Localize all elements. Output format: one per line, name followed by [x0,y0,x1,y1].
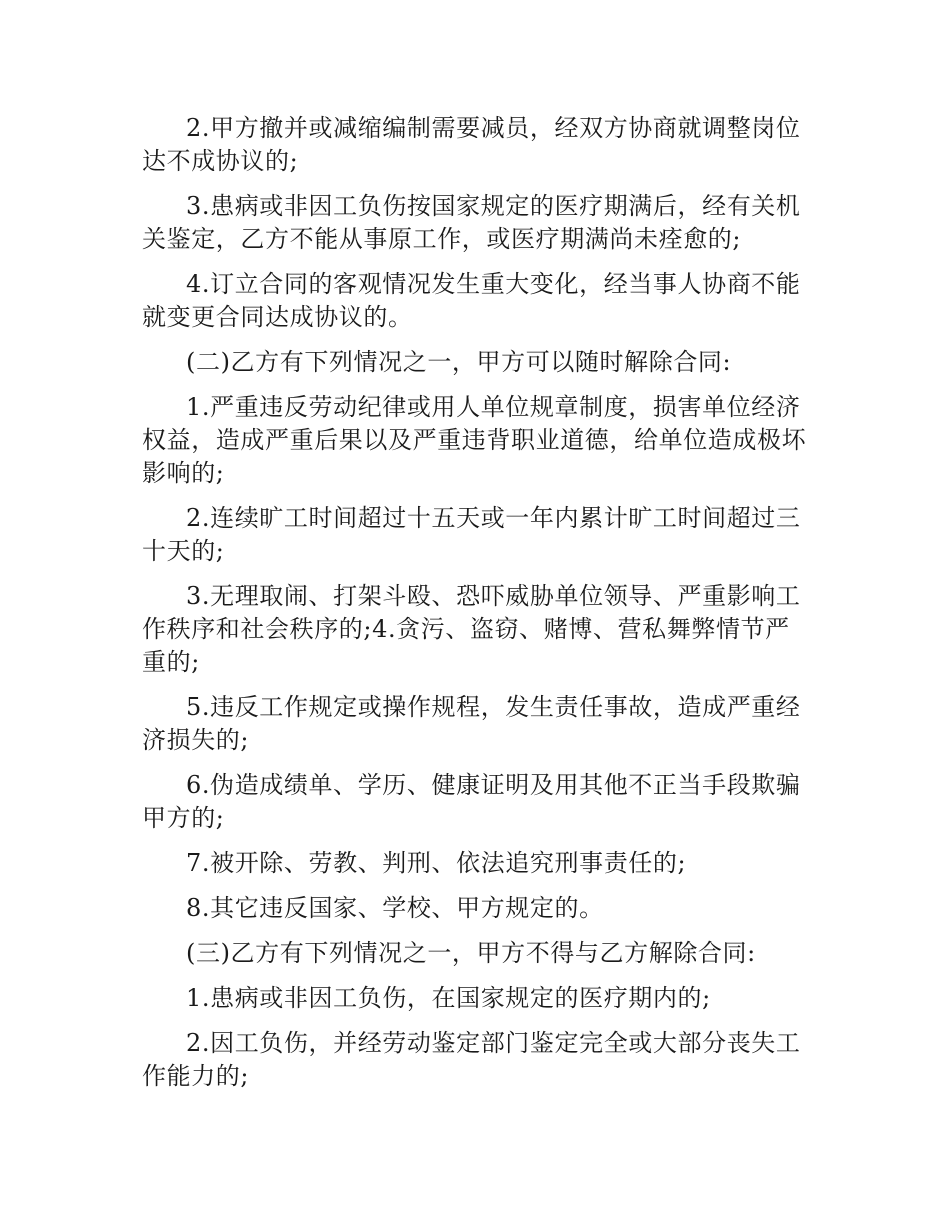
paragraph: 6.伪造成绩单、学历、健康证明及用其他不正当手段欺骗甲方的; [142,771,801,832]
paragraph: 8.其它违反国家、学校、甲方规定的。 [186,894,604,922]
document-body [142,112,808,1105]
paragraph: 3.无理取闹、打架斗殴、恐吓威胁单位领导、严重影响工作秩序和社会秩序的;4.贪污、盗窃、赌博、营私舞弊情节严重的; [142,582,801,676]
section-heading: (二)乙方有下列情况之一，甲方可以随时解除合同: [186,348,732,376]
paragraph: 5.违反工作规定或操作规程，发生责任事故，造成严重经济损失的; [142,693,801,754]
paragraph: 4.订立合同的客观情况发生重大变化，经当事人协商不能就变更合同达成协议的。 [142,270,801,331]
paragraph: 3.患病或非因工负伤按国家规定的医疗期满后，经有关机关鉴定，乙方不能从事原工作，或医疗期满尚未痊愈的; [142,192,801,253]
paragraph: 7.被开除、劳教、判刑、依法追究刑事责任的; [186,849,687,877]
paragraph: 1.严重违反劳动纪律或用人单位规章制度，损害单位经济权益，造成严重后果以及严重违背职业道德，给单位造成极坏影响的; [142,393,807,487]
paragraph: 1.患病或非因工负伤，在国家规定的医疗期内的; [186,984,711,1012]
section-heading: (三)乙方有下列情况之一，甲方不得与乙方解除合同: [186,939,756,967]
paragraph: 2.因工负伤，并经劳动鉴定部门鉴定完全或大部分丧失工作能力的; [142,1029,801,1090]
paragraph: 2.连续旷工时间超过十五天或一年内累计旷工时间超过三十天的; [142,504,801,565]
paragraph: 2.甲方撤并或减缩编制需要减员，经双方协商就调整岗位达不成协议的; [142,114,801,175]
